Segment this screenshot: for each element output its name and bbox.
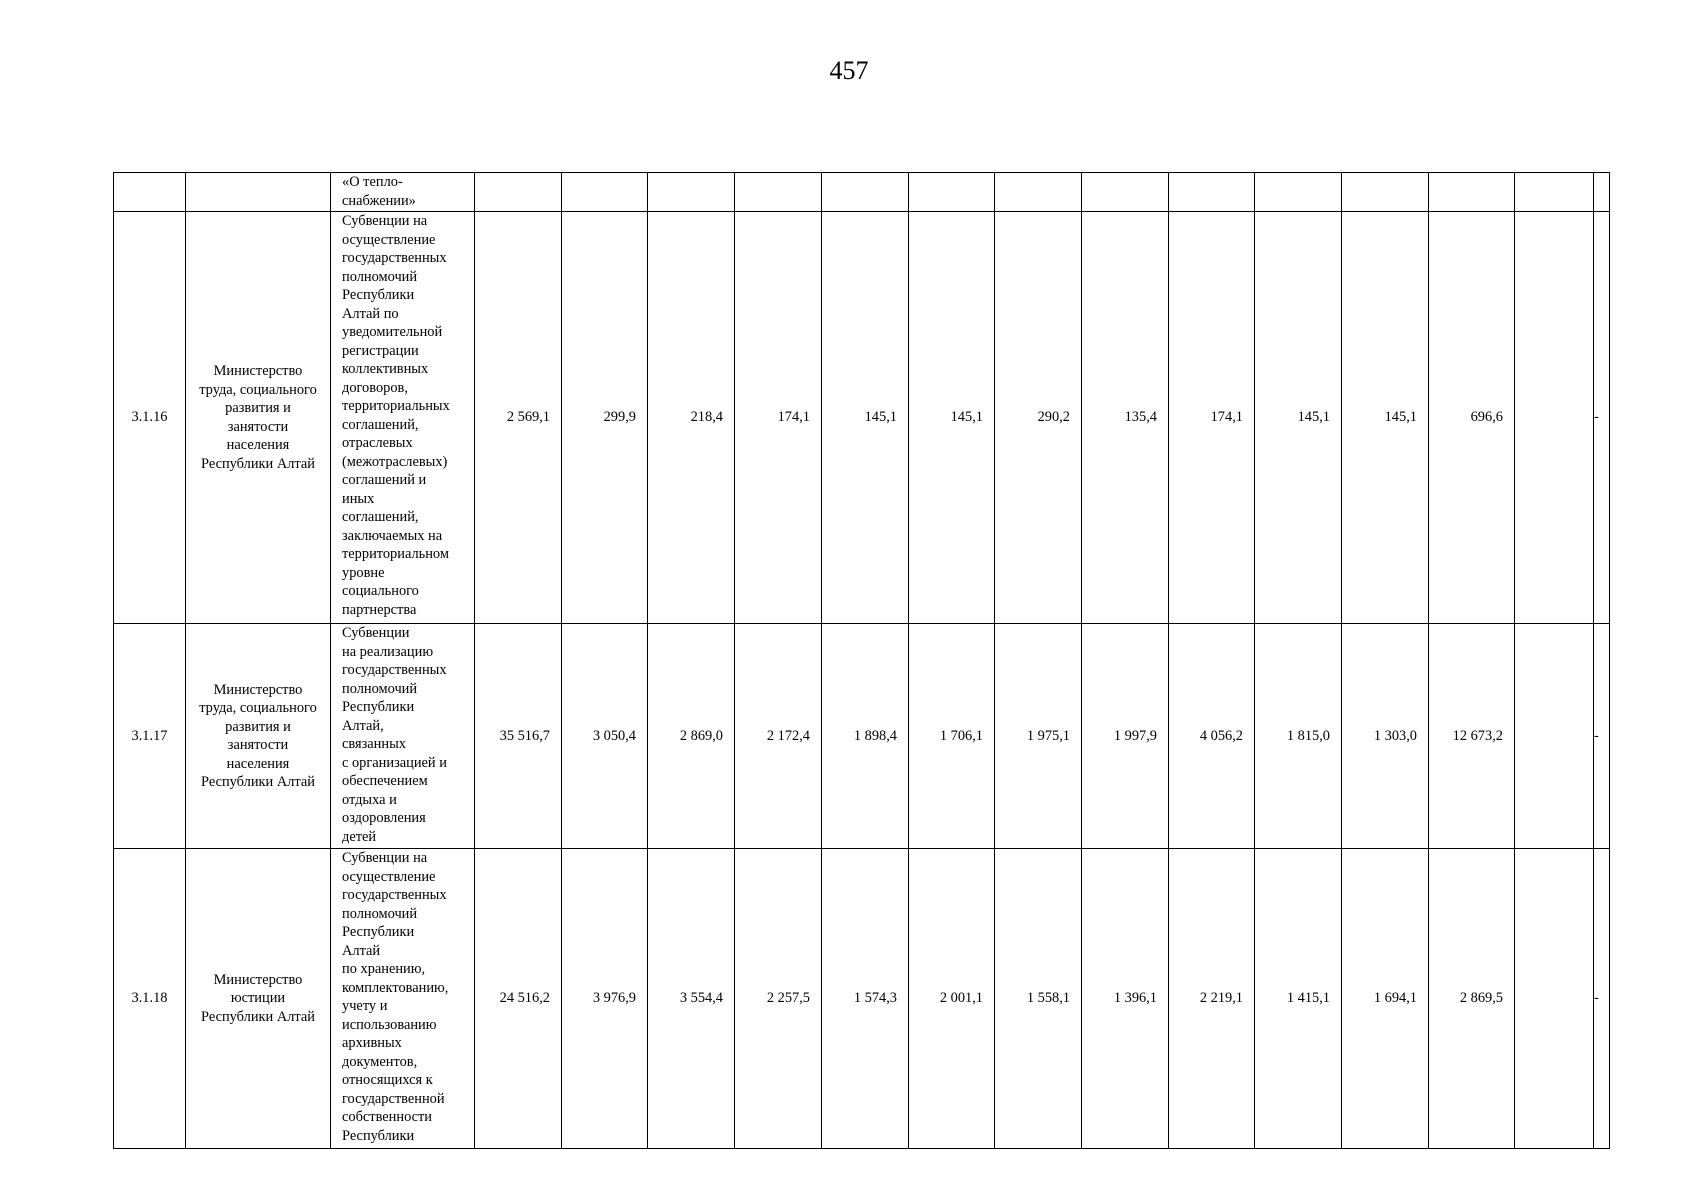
row-number-cell: 3.1.18	[114, 849, 186, 1149]
value-cell: 696,6	[1429, 212, 1515, 624]
value-cell: 218,4	[648, 212, 735, 624]
row-number-cell: 3.1.17	[114, 624, 186, 849]
value-cell	[648, 173, 735, 212]
table-row	[114, 212, 1610, 624]
value-cell: 145,1	[1255, 212, 1342, 624]
value-cell	[1169, 173, 1255, 212]
value-cell	[1515, 849, 1594, 1149]
organization-cell	[186, 173, 331, 212]
organization-cell: Министерство труда, социального развития и занятости населения Республики Алтай	[186, 624, 331, 849]
value-cell: 12 673,2	[1429, 624, 1515, 849]
value-cell: 2 001,1	[909, 849, 995, 1149]
dash-cell: -	[1594, 849, 1610, 1149]
value-cell: 145,1	[909, 212, 995, 624]
value-cell	[1342, 173, 1429, 212]
value-cell: 1 415,1	[1255, 849, 1342, 1149]
table-row	[114, 173, 1610, 212]
value-cell: 2 569,1	[475, 212, 562, 624]
description-cell	[331, 849, 475, 1149]
value-cell: 174,1	[735, 212, 822, 624]
row-number-cell	[114, 173, 186, 212]
value-cell: 2 869,0	[648, 624, 735, 849]
value-cell: 145,1	[1342, 212, 1429, 624]
organization-cell: Министерство труда, социального развития и занятости населения Республики Алтай	[186, 212, 331, 624]
value-cell: 145,1	[822, 212, 909, 624]
value-cell: 2 172,4	[735, 624, 822, 849]
value-cell: 1 694,1	[1342, 849, 1429, 1149]
value-cell: 174,1	[1169, 212, 1255, 624]
value-cell	[909, 173, 995, 212]
value-cell	[562, 173, 648, 212]
row-number-cell: 3.1.16	[114, 212, 186, 624]
value-cell: 35 516,7	[475, 624, 562, 849]
value-cell: 24 516,2	[475, 849, 562, 1149]
value-cell: 1 975,1	[995, 624, 1082, 849]
table-row	[114, 624, 1610, 849]
value-cell: 2 219,1	[1169, 849, 1255, 1149]
description-text: Субвенции на осуществление государственных полномочий Республики Алтай по хранению, комплектованию, учету и использованию архивных документов, относящихся к государственной собственности Республики	[342, 850, 449, 1144]
value-cell	[1082, 173, 1169, 212]
value-cell: 3 976,9	[562, 849, 648, 1149]
value-cell	[822, 173, 909, 212]
table-row	[114, 849, 1610, 1149]
value-cell	[1515, 624, 1594, 849]
description-text: Субвенции на реализацию государственных полномочий Республики Алтай, связанных с организацией и обеспечением отдыха и оздоровления детей	[342, 625, 447, 845]
value-cell	[1515, 173, 1594, 212]
value-cell: 290,2	[995, 212, 1082, 624]
dash-cell: -	[1594, 624, 1610, 849]
description-cell	[331, 624, 475, 849]
value-cell: 299,9	[562, 212, 648, 624]
budget-table	[113, 172, 1610, 1149]
value-cell	[1515, 212, 1594, 624]
description-cell	[331, 173, 475, 212]
value-cell	[995, 173, 1082, 212]
value-cell: 1 997,9	[1082, 624, 1169, 849]
organization-cell: Министерство юстиции Республики Алтай	[186, 849, 331, 1149]
value-cell: 1 303,0	[1342, 624, 1429, 849]
value-cell	[1429, 173, 1515, 212]
value-cell: 3 050,4	[562, 624, 648, 849]
value-cell: 3 554,4	[648, 849, 735, 1149]
value-cell: 2 257,5	[735, 849, 822, 1149]
description-text: Субвенции на осуществление государственных полномочий Республики Алтай по уведомительной регистрации коллективных договоров, территориальных соглашений, отраслевых (межотраслевых) соглашений и иных соглашений, заключаемых на территориальном уровне социального партнерства	[342, 213, 450, 618]
value-cell: 1 706,1	[909, 624, 995, 849]
value-cell	[1255, 173, 1342, 212]
value-cell: 2 869,5	[1429, 849, 1515, 1149]
value-cell: 1 558,1	[995, 849, 1082, 1149]
value-cell: 1 815,0	[1255, 624, 1342, 849]
dash-cell	[1594, 173, 1610, 212]
value-cell: 1 396,1	[1082, 849, 1169, 1149]
value-cell: 1 574,3	[822, 849, 909, 1149]
value-cell: 135,4	[1082, 212, 1169, 624]
description-cell	[331, 212, 475, 624]
page-number: 457	[829, 56, 869, 85]
value-cell	[735, 173, 822, 212]
dash-cell: -	[1594, 212, 1610, 624]
value-cell	[475, 173, 562, 212]
description-text: «О тепло- снабжении»	[342, 174, 416, 209]
value-cell: 1 898,4	[822, 624, 909, 849]
value-cell: 4 056,2	[1169, 624, 1255, 849]
